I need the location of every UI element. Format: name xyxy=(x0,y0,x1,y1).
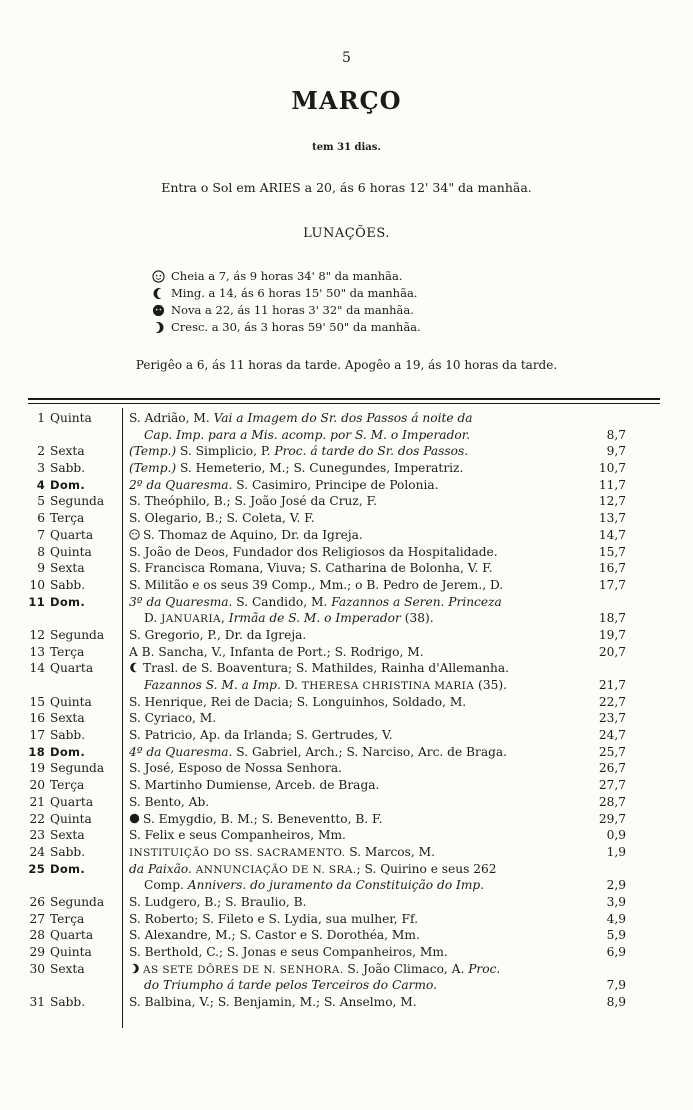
moon-age-value xyxy=(548,660,626,677)
text-part: (38). xyxy=(400,611,434,626)
saints-text xyxy=(120,710,548,727)
day-number: 30 xyxy=(29,961,45,976)
perigee-apogee: Perigêo a 6, ás 11 horas da tarde. Apogêo a 19, ás 10 horas da tarde. xyxy=(135,358,558,372)
text-part: S. Thomaz de Aquino, Dr. da Igreja. xyxy=(143,527,363,542)
full-moon-icon xyxy=(129,529,140,540)
phase-crescent xyxy=(152,319,572,336)
saints-text xyxy=(120,493,548,510)
new-moon-icon xyxy=(152,304,165,317)
italic-part: (Temp.) xyxy=(129,461,177,476)
day-number: 23 xyxy=(29,828,45,843)
moon-age-value: 1,9 xyxy=(606,844,626,859)
month-title: MARÇO xyxy=(291,86,402,115)
calendar-row xyxy=(0,794,693,811)
text-part: S. Gregorio, P., Dr. da Igreja. xyxy=(129,627,307,642)
weekday: Terça xyxy=(50,644,85,659)
moon-phases xyxy=(152,268,572,336)
day-number: 24 xyxy=(29,844,45,859)
weekday: Segunda xyxy=(50,761,105,776)
calendar-row xyxy=(0,861,693,878)
weekday xyxy=(48,877,120,894)
weekday: Dom. xyxy=(50,477,85,492)
moon-age-value xyxy=(548,410,626,427)
moon-age-value: 8,9 xyxy=(606,995,626,1010)
calendar-row xyxy=(0,443,693,460)
calendar-row xyxy=(0,427,693,444)
text-part: D. xyxy=(144,611,162,626)
saints-text xyxy=(120,927,548,944)
saints-text xyxy=(120,961,548,978)
moon-age-value: 23,7 xyxy=(598,711,626,726)
moon-age-value: 7,9 xyxy=(606,978,626,993)
new-moon-icon xyxy=(129,813,140,824)
saints-text xyxy=(120,977,548,994)
calendar-row xyxy=(0,911,693,928)
day-number: 14 xyxy=(29,661,45,676)
day-number: 20 xyxy=(29,778,45,793)
day-number: 25 xyxy=(28,861,45,876)
text-part: , xyxy=(221,611,229,626)
calendar-row xyxy=(0,460,693,477)
day-number: 16 xyxy=(29,711,45,726)
weekday: Quinta xyxy=(50,694,92,709)
calendar-row xyxy=(0,660,693,677)
text-part: S. Theóphilo, B.; S. João José da Cruz, F. xyxy=(129,494,378,509)
saints-text xyxy=(120,827,548,844)
saints-text xyxy=(120,410,548,427)
italic-part: da Paixão. xyxy=(129,861,192,876)
text-part: S. Martinho Dumiense, Arceb. de Braga. xyxy=(129,778,380,793)
calendar-row xyxy=(0,577,693,594)
weekday: Quinta xyxy=(50,811,92,826)
day-number: 12 xyxy=(29,627,45,642)
weekday: Sexta xyxy=(50,444,85,459)
day-number: 21 xyxy=(29,794,45,809)
weekday: Quarta xyxy=(50,661,94,676)
lunations-title: LUNAÇÕES. xyxy=(303,226,390,241)
calendar-row xyxy=(0,877,693,894)
weekday: Dom. xyxy=(50,861,85,876)
weekday: Sabb. xyxy=(50,728,86,743)
smallcaps-part: INSTITUIÇÃO DO SS. SACRAMENTO. xyxy=(129,846,346,859)
moon-age-value: 0,9 xyxy=(606,828,626,843)
text-part: Trasl. de S. Boaventura; S. Mathildes, Rainha d'Allemanha. xyxy=(143,661,510,676)
text-part: S. Simplicio, P. xyxy=(176,444,275,459)
moon-age-value: 3,9 xyxy=(606,894,626,909)
calendar-row xyxy=(0,894,693,911)
smallcaps-part: ANNUNCIAÇÃO DE N. SRA. xyxy=(195,863,357,876)
weekday: Sexta xyxy=(50,711,85,726)
calendar-row xyxy=(0,410,693,427)
saints-text xyxy=(120,911,548,928)
day-number: 26 xyxy=(29,894,45,909)
italic-part: 4º da Quaresma. xyxy=(129,744,233,759)
italic-part: Proc. xyxy=(468,961,501,976)
phase-new-text: Nova a 22, ás 11 horas 3' 32" da manhãa. xyxy=(171,303,414,317)
saints-text xyxy=(120,544,548,561)
moon-age-value: 16,7 xyxy=(598,561,626,576)
weekday: Sabb. xyxy=(50,844,86,859)
saints-text xyxy=(120,744,548,761)
moon-age-value: 2,9 xyxy=(606,878,626,893)
weekday: Quinta xyxy=(50,544,92,559)
saints-text xyxy=(120,477,548,494)
weekday: Segunda xyxy=(50,894,105,909)
moon-age-value: 5,9 xyxy=(606,928,626,943)
day-number: 28 xyxy=(29,928,45,943)
moon-age-value: 13,7 xyxy=(598,511,626,526)
saints-text xyxy=(120,677,548,694)
weekday: Quinta xyxy=(50,945,92,959)
moon-age-value: 28,7 xyxy=(598,794,626,809)
day-number: 17 xyxy=(29,728,45,743)
calendar-row xyxy=(0,844,693,861)
page-number: 5 xyxy=(342,50,351,66)
text-part: S. João de Deos, Fundador dos Religiosos da Hospitalidade. xyxy=(129,544,498,559)
phase-waning-text: Ming. a 14, ás 6 horas 15' 50" da manhãa. xyxy=(171,286,418,300)
moon-age-value: 22,7 xyxy=(598,694,626,709)
moon-age-value: 8,7 xyxy=(606,427,626,442)
moon-age-value: 21,7 xyxy=(598,678,626,692)
moon-age-value: 15,7 xyxy=(598,544,626,559)
text-part: S. Adrião, M. xyxy=(129,411,214,425)
italic-part: Proc. á tarde do Sr. dos Passos. xyxy=(274,444,469,459)
phase-full xyxy=(152,268,572,285)
saints-text xyxy=(120,794,548,811)
day-number: 8 xyxy=(37,544,45,559)
day-number: 11 xyxy=(28,594,45,609)
calendar-row xyxy=(0,644,693,661)
day-number: 18 xyxy=(28,744,45,759)
saints-text xyxy=(120,594,548,611)
day-number: 22 xyxy=(29,811,45,826)
text-part: S. Cyriaco, M. xyxy=(129,711,217,726)
day-number: 10 xyxy=(29,577,45,592)
text-part: S. Marcos, M. xyxy=(345,844,435,859)
day-number: 15 xyxy=(29,694,45,709)
italic-part: (Temp.) xyxy=(129,444,177,459)
calendar-row xyxy=(0,594,693,611)
italic-part: Vai a Imagem do Sr. dos Passos á noite da xyxy=(213,411,473,425)
saints-text xyxy=(120,861,548,878)
moon-age-value: 10,7 xyxy=(598,461,626,476)
day-number: 5 xyxy=(37,494,45,509)
text-part: S. José, Esposo de Nossa Senhora. xyxy=(129,761,342,776)
calendar-row xyxy=(0,961,693,978)
moon-age-value: 18,7 xyxy=(598,611,626,626)
weekday xyxy=(48,427,120,444)
saints-text xyxy=(120,894,548,911)
saints-text xyxy=(120,694,548,711)
day-number xyxy=(0,877,48,894)
top-rule-thin xyxy=(28,403,660,404)
moon-age-value: 6,9 xyxy=(606,945,626,959)
calendar-row xyxy=(0,610,693,627)
text-part: S. Henrique, Rei de Dacia; S. Longuinhos, Soldado, M. xyxy=(129,694,467,709)
saints-text xyxy=(120,760,548,777)
text-part: S. Gabriel, Arch.; S. Narciso, Arc. de Braga. xyxy=(232,744,508,759)
weekday: Segunda xyxy=(50,627,105,642)
text-part: S. Olegario, B.; S. Coleta, V. F. xyxy=(129,511,315,526)
text-part: Comp. xyxy=(144,878,188,893)
weekday: Sexta xyxy=(50,561,85,576)
smallcaps-part: AS SETE DÔRES DE N. SENHORA. xyxy=(143,963,344,976)
calendar-row xyxy=(0,927,693,944)
saints-text xyxy=(120,877,548,894)
calendar-row xyxy=(0,944,693,961)
saints-text xyxy=(120,660,548,677)
day-number: 2 xyxy=(37,444,45,459)
text-part: (35). xyxy=(474,678,507,692)
saints-text xyxy=(120,627,548,644)
saints-text xyxy=(120,443,548,460)
saints-text xyxy=(120,844,548,861)
italic-part: Cap. Imp. para a Mis. acomp. por S. M. o Imperador. xyxy=(144,427,471,442)
text-part: S. Felix e seus Companheiros, Mm. xyxy=(129,828,346,843)
text-part: S. Alexandre, M.; S. Castor e S. Dorothéa, Mm. xyxy=(129,928,420,943)
moon-age-value xyxy=(548,961,626,978)
weekday: Sexta xyxy=(50,961,85,976)
weekday: Quarta xyxy=(50,794,94,809)
saints-text xyxy=(120,811,548,828)
smallcaps-part: THERESA CHRISTINA MARIA xyxy=(301,680,475,692)
weekday: Terça xyxy=(50,511,85,526)
calendar-row xyxy=(0,811,693,828)
day-number: 1 xyxy=(37,411,45,425)
calendar-row xyxy=(0,727,693,744)
saints-text xyxy=(120,527,548,544)
moon-age-value: 19,7 xyxy=(598,627,626,642)
text-part: S. Francisca Romana, Viuva; S. Catharina de Bolonha, V. F. xyxy=(129,561,493,576)
text-part: A B. Sancha, V., Infanta de Port.; S. Rodrigo, M. xyxy=(129,644,424,659)
calendar-row xyxy=(0,994,693,1011)
day-number: 31 xyxy=(29,995,45,1010)
day-number xyxy=(0,677,48,694)
day-number: 27 xyxy=(29,911,45,926)
text-part: S. Ludgero, B.; S. Braulio, B. xyxy=(129,894,307,909)
calendar-row xyxy=(0,510,693,527)
weekday: Sabb. xyxy=(50,461,86,476)
weekday: Terça xyxy=(50,911,85,926)
last-quarter-icon xyxy=(152,287,165,300)
weekday xyxy=(48,977,120,994)
text-part: S. Roberto; S. Fileto e S. Lydia, sua mulher, Ff. xyxy=(129,911,418,926)
calendar-row xyxy=(0,694,693,711)
text-part: S. Balbina, V.; S. Benjamin, M.; S. Anselmo, M. xyxy=(129,995,417,1010)
day-number xyxy=(0,427,48,444)
calendar-row xyxy=(0,527,693,544)
first-quarter-icon xyxy=(152,321,165,334)
moon-age-value: 27,7 xyxy=(598,778,626,793)
saints-text xyxy=(120,427,548,444)
full-moon-icon xyxy=(152,270,165,283)
moon-age-value: 14,7 xyxy=(598,527,626,542)
weekday: Terça xyxy=(50,778,85,793)
day-number xyxy=(0,977,48,994)
phase-crescent-text: Cresc. a 30, ás 3 horas 59' 50" da manhãa. xyxy=(171,320,421,334)
day-number xyxy=(0,610,48,627)
saints-text xyxy=(120,510,548,527)
phase-full-text: Cheia a 7, ás 9 horas 34' 8" da manhãa. xyxy=(171,269,403,283)
calendar-row xyxy=(0,710,693,727)
saints-text xyxy=(120,727,548,744)
calendar-row xyxy=(0,777,693,794)
italic-part: Irmãa de S. M. o Imperador xyxy=(228,611,401,626)
day-number: 19 xyxy=(29,761,45,776)
calendar-row xyxy=(0,493,693,510)
day-number: 3 xyxy=(37,461,45,476)
smallcaps-part: JANUARIA xyxy=(161,613,222,626)
weekday: Sabb. xyxy=(50,577,86,592)
italic-part: Fazannos S. M. a Imp. xyxy=(144,678,281,692)
moon-age-value: 29,7 xyxy=(598,811,626,826)
moon-age-value: 4,9 xyxy=(606,911,626,926)
weekday: Segunda xyxy=(50,494,105,509)
day-number: 6 xyxy=(37,511,45,526)
weekday xyxy=(48,677,120,694)
calendar-row xyxy=(0,627,693,644)
moon-age-value: 26,7 xyxy=(598,761,626,776)
day-number: 7 xyxy=(37,527,45,542)
weekday: Quarta xyxy=(50,928,94,943)
text-part: S. Berthold, C.; S. Jonas e seus Companheiros, Mm. xyxy=(129,945,448,959)
text-part: S. Patricio, Ap. da Irlanda; S. Gertrudes, V. xyxy=(129,728,393,743)
calendar-table xyxy=(0,410,693,1011)
text-part: S. Militão e os seus 39 Comp., Mm.; o B. Pedro de Jerem., D. xyxy=(129,577,504,592)
moon-age-value: 12,7 xyxy=(598,494,626,509)
saints-text xyxy=(120,610,548,627)
last-quarter-icon xyxy=(129,662,140,673)
text-part: S. Candido, M. xyxy=(232,594,332,609)
text-part: ; S. Quirino e seus 262 xyxy=(356,861,497,876)
italic-part: do Triumpho á tarde pelos Terceiros do Carmo. xyxy=(144,978,437,993)
saints-text xyxy=(120,460,548,477)
calendar-row xyxy=(0,560,693,577)
calendar-row xyxy=(0,677,693,694)
calendar-row xyxy=(0,760,693,777)
text-part: S. João Climaco, A. xyxy=(343,961,469,976)
weekday: Dom. xyxy=(50,744,85,759)
weekday: Sabb. xyxy=(50,995,86,1010)
phase-new xyxy=(152,302,572,319)
moon-age-value xyxy=(548,861,626,878)
saints-text xyxy=(120,777,548,794)
text-part: D. xyxy=(280,678,302,692)
calendar-row xyxy=(0,827,693,844)
moon-age-value xyxy=(548,594,626,611)
days-count: tem 31 dias. xyxy=(312,142,381,153)
text-part: S. Casimiro, Principe de Polonia. xyxy=(232,477,439,492)
day-number: 9 xyxy=(37,561,45,576)
moon-age-value: 25,7 xyxy=(598,744,626,759)
text-part: S. Emygdio, B. M.; S. Beneventto, B. F. xyxy=(143,811,383,826)
day-number: 4 xyxy=(36,477,45,492)
italic-part: Fazannos a Seren. Princeza xyxy=(331,594,502,609)
moon-age-value: 11,7 xyxy=(598,477,626,492)
text-part: S. Bento, Ab. xyxy=(129,794,210,809)
day-number: 29 xyxy=(29,945,45,959)
italic-part: Annivers. do juramento da Constituição do Imp. xyxy=(187,878,485,893)
moon-age-value: 9,7 xyxy=(606,444,626,459)
weekday: Sexta xyxy=(50,828,85,843)
saints-text xyxy=(120,644,548,661)
italic-part: 3º da Quaresma. xyxy=(129,594,233,609)
phase-waning xyxy=(152,285,572,302)
saints-text xyxy=(120,944,548,961)
weekday: Quarta xyxy=(50,527,94,542)
weekday: Dom. xyxy=(50,594,85,609)
moon-age-value: 24,7 xyxy=(598,728,626,743)
italic-part: 2º da Quaresma. xyxy=(129,477,233,492)
moon-age-value: 20,7 xyxy=(598,644,626,659)
calendar-row xyxy=(0,544,693,561)
saints-text xyxy=(120,577,548,594)
saints-text xyxy=(120,994,548,1011)
calendar-row xyxy=(0,977,693,994)
weekday: Quinta xyxy=(50,411,92,425)
first-quarter-icon xyxy=(129,963,140,974)
moon-age-value: 17,7 xyxy=(598,577,626,592)
calendar-row xyxy=(0,744,693,761)
weekday xyxy=(48,610,120,627)
calendar-row xyxy=(0,477,693,494)
saints-text xyxy=(120,560,548,577)
text-part: S. Hemeterio, M.; S. Cunegundes, Imperatriz. xyxy=(176,461,464,476)
day-number: 13 xyxy=(29,644,45,659)
top-rule xyxy=(28,398,660,400)
sun-entry: Entra o Sol em ARIES a 20, ás 6 horas 12' 34" da manhãa. xyxy=(161,180,532,195)
